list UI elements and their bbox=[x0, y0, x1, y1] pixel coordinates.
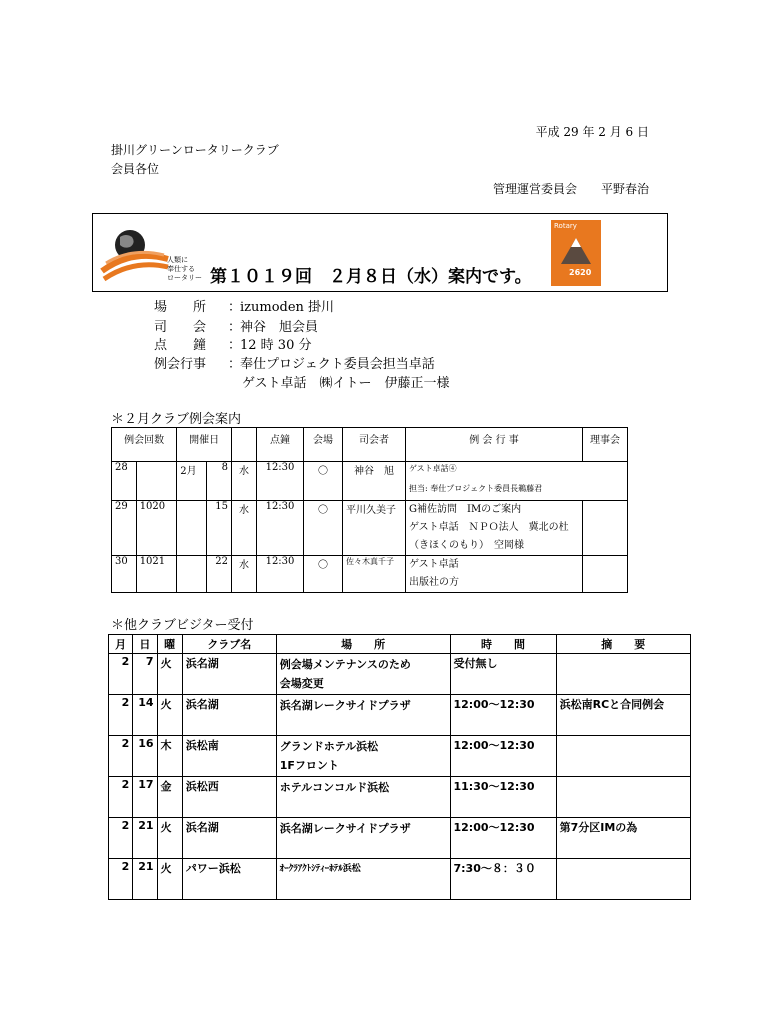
info-bell: 点 鐘 ：12 時 30 分 bbox=[154, 338, 312, 353]
meeting-title: 第１０１９回 ２月８日（水）案内です。 bbox=[210, 267, 532, 287]
section-title-visitors: ＊他クラブビジター受付 bbox=[111, 618, 254, 633]
meeting-schedule-table bbox=[111, 427, 628, 593]
recipient: 会員各位 bbox=[111, 162, 160, 176]
table-header-row: 例会回数 開催日 点鐘 会場 司会者 例 会 行 事 理事会 bbox=[112, 428, 628, 462]
info-venue: 場 所 ：izumoden 掛川 bbox=[154, 300, 335, 315]
info-mc: 司 会 ：神谷 旭会員 bbox=[154, 320, 319, 335]
district-badge bbox=[551, 220, 601, 286]
section-title-meetings: ＊２月クラブ例会案内 bbox=[111, 412, 242, 427]
district-number: 2620 bbox=[569, 268, 592, 277]
info-event-cont: ゲスト卓話 ㈱イトー 伊藤正一様 bbox=[242, 376, 450, 391]
document-date: 平成 29 年 2 月 6 日 bbox=[535, 125, 649, 139]
table-row: 2 7 火 浜名湖 例会場メンテナンスのため 会場変更 受付無し bbox=[109, 654, 691, 695]
table-row: 2 16 木 浜松南 グランドホテル浜松 1Fフロント 12:00～12:30 bbox=[109, 736, 691, 777]
table-row: 29 1020 15 水 12:30 〇 平川久美子 G補佐訪問 IMのご案内 ゲスト卓話 ＮＰＯ法人 冀北の杜（きほくのもり） 空岡様 bbox=[112, 501, 628, 556]
mountain-icon bbox=[559, 232, 593, 266]
table-row: 2 14 火 浜名湖 浜名湖レークサイドプラザ 12:00～12:30 浜松南RCと合同例会 bbox=[109, 695, 691, 736]
sender: 管理運営委員会 平野春治 bbox=[492, 182, 649, 196]
badge-rotary-text: Rotary bbox=[554, 222, 577, 230]
table-row: 28 2月 8 水 12:30 〇 神谷 旭 ゲスト卓話④ 担当: 奉仕プロジェクト委員長鵜藤君 bbox=[112, 462, 628, 501]
visitor-table bbox=[108, 634, 691, 900]
recipient-club: 掛川グリーンロータリークラブ bbox=[111, 143, 279, 157]
info-event: 例会行事 ：奉仕プロジェクト委員会担当卓話 bbox=[154, 357, 435, 372]
table-row: 2 21 火 パワー浜松 ｵｰｸﾗｱｸﾄｼﾃｨｰﾎﾃﾙ浜松 7:30～８：３０ bbox=[109, 859, 691, 900]
table-row: 2 21 火 浜名湖 浜名湖レークサイドプラザ 12:00～12:30 第7分区IMの為 bbox=[109, 818, 691, 859]
meeting-banner bbox=[92, 213, 668, 292]
logo-caption: 人類に 奉仕する ロータリー bbox=[167, 256, 202, 282]
table-header-row: 月 日 曜 クラブ名 場 所 時 間 摘 要 bbox=[109, 635, 691, 654]
table-row: 2 17 金 浜松西 ホテルコンコルド浜松 11:30～12:30 bbox=[109, 777, 691, 818]
table-row: 30 1021 22 水 12:30 〇 佐々木真千子 ゲスト卓話 出版社の方 bbox=[112, 556, 628, 593]
